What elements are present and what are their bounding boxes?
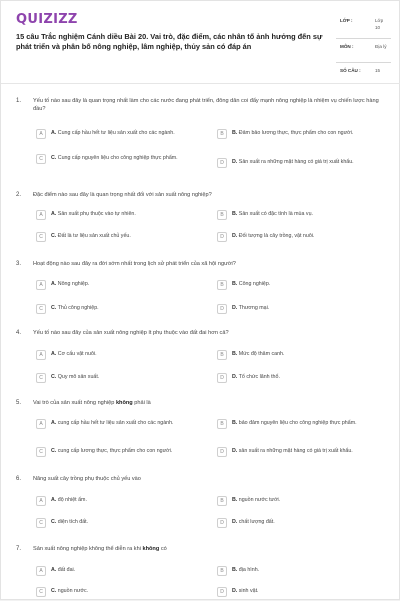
option-text: A. độ nhiệt ẩm. xyxy=(51,497,87,503)
option-text: C. nguồn nước. xyxy=(51,588,89,594)
option-text: C. Thủ công nghiệp. xyxy=(51,305,99,311)
option-letter: B xyxy=(217,129,227,139)
option-a[interactable] xyxy=(36,496,204,510)
option-letter: A xyxy=(36,129,46,139)
option-letter: B xyxy=(217,280,227,290)
option-text: D. sinh vật. xyxy=(232,588,259,594)
meta-class-value: Lớp 10 xyxy=(375,18,384,30)
option-letter: D xyxy=(217,232,227,242)
option-d[interactable] xyxy=(217,373,385,387)
option-text: B. nguồn nước tưới. xyxy=(232,497,281,503)
worksheet-title: 15 câu Trắc nghiệm Cánh diều Bài 20. Vai trò, đặc điểm, các nhân tố ảnh hưởng đến sự phát triển và phân bố nông nghiệp, lâm nghiệp, thủy sản có đáp án xyxy=(16,32,323,51)
option-letter: B xyxy=(217,566,227,576)
option-letter: D xyxy=(217,518,227,528)
option-text: B. Sản xuất có đặc tính là mùa vụ. xyxy=(232,211,313,217)
option-c[interactable] xyxy=(36,587,204,601)
option-letter: D xyxy=(217,304,227,314)
question-number: 3. xyxy=(16,261,22,267)
option-c[interactable] xyxy=(36,154,204,168)
option-d[interactable] xyxy=(217,518,385,532)
meta-divider xyxy=(336,38,391,39)
option-a[interactable] xyxy=(36,350,204,364)
option-letter: C xyxy=(36,447,46,457)
question-text: Yếu tố nào sau đây của sản xuất nông nghiệp ít phụ thuộc vào đất đai hơn cả? xyxy=(33,330,229,336)
option-text: D. Thương mại. xyxy=(232,305,270,311)
option-text: A. Sản xuất phụ thuộc vào tự nhiên. xyxy=(51,211,136,217)
option-letter: C xyxy=(36,587,46,597)
option-a[interactable] xyxy=(36,566,204,580)
option-d[interactable] xyxy=(217,304,385,318)
option-text: B. Công nghiệp. xyxy=(232,281,271,287)
option-letter: B xyxy=(217,419,227,429)
question-text: Vai trò của sản xuất nông nghiệp không phải là xyxy=(33,400,151,406)
option-letter: C xyxy=(36,373,46,383)
option-letter: A xyxy=(36,350,46,360)
option-text: A. cung cấp hầu hết tư liệu sản xuất cho các ngành. xyxy=(51,420,174,426)
option-d[interactable] xyxy=(217,447,385,461)
option-d[interactable] xyxy=(217,587,385,601)
option-text: C. Quy mô sản xuất. xyxy=(51,374,100,380)
option-a[interactable] xyxy=(36,129,204,143)
option-d[interactable] xyxy=(217,158,385,172)
option-text: A. Cơ cấu vật nuôi. xyxy=(51,351,97,357)
option-a[interactable] xyxy=(36,210,204,224)
option-b[interactable] xyxy=(217,566,385,580)
worksheet-header xyxy=(1,1,400,81)
option-letter: D xyxy=(217,587,227,597)
option-c[interactable] xyxy=(36,373,204,387)
option-letter: A xyxy=(36,566,46,576)
option-text: D. Sản xuất ra những mặt hàng có giá trị xuất khẩu. xyxy=(232,159,354,165)
question-text: Sản xuất nông nghiệp không thể diễn ra khi không có xyxy=(33,546,167,552)
option-letter: D xyxy=(217,158,227,168)
question-number: 6. xyxy=(16,476,22,482)
option-a[interactable] xyxy=(36,419,204,433)
question-text: Hoạt động nào sau đây ra đời sớm nhất trong lịch sử phát triển của xã hội người? xyxy=(33,261,236,267)
option-c[interactable] xyxy=(36,518,204,532)
option-letter: C xyxy=(36,518,46,528)
option-letter: C xyxy=(36,154,46,164)
option-letter: A xyxy=(36,280,46,290)
option-letter: C xyxy=(36,304,46,314)
question-number: 4. xyxy=(16,330,22,336)
option-letter: B xyxy=(217,496,227,506)
meta-divider xyxy=(336,62,391,63)
question-text: Đặc điểm nào sau đây là quan trọng nhất đối với sản xuất nông nghiệp? xyxy=(33,192,212,198)
option-c[interactable] xyxy=(36,232,204,246)
option-text: D. Tổ chức lãnh thổ. xyxy=(232,374,280,380)
option-text: A. Cung cấp hầu hết tư liệu sản xuất cho các ngành. xyxy=(51,130,175,136)
option-letter: C xyxy=(36,232,46,242)
option-b[interactable] xyxy=(217,280,385,294)
meta-subject-label: MÔN : xyxy=(340,44,354,49)
question-number: 1. xyxy=(16,98,22,104)
option-text: B. địa hình. xyxy=(232,567,260,573)
meta-count-label: SỐ CÂU : xyxy=(340,68,361,73)
option-d[interactable] xyxy=(217,232,385,246)
option-letter: A xyxy=(36,210,46,220)
option-a[interactable] xyxy=(36,280,204,294)
option-text: B. bảo đảm nguyên liệu cho công nghiệp thực phẩm. xyxy=(232,420,357,426)
option-text: C. Cung cấp nguyên liệu cho công nghiệp thực phẩm. xyxy=(51,155,178,161)
option-letter: D xyxy=(217,373,227,383)
option-b[interactable] xyxy=(217,210,385,224)
option-text: D. chất lượng đất. xyxy=(232,519,275,525)
option-b[interactable] xyxy=(217,496,385,510)
option-text: B. Đảm bảo lương thực, thực phẩm cho con người. xyxy=(232,130,354,136)
option-text: D. sản xuất ra những mặt hàng có giá trị xuất khẩu. xyxy=(232,448,353,454)
option-letter: B xyxy=(217,350,227,360)
question-number: 5. xyxy=(16,400,22,406)
quizizz-logo: QUIZIZZ xyxy=(16,12,78,27)
option-c[interactable] xyxy=(36,304,204,318)
option-b[interactable] xyxy=(217,419,385,433)
option-text: A. Nông nghiệp. xyxy=(51,281,90,287)
option-letter: A xyxy=(36,419,46,429)
question-number: 2. xyxy=(16,192,22,198)
option-text: B. Mức độ thâm canh. xyxy=(232,351,285,357)
option-text: C. diện tích đất. xyxy=(51,519,89,525)
option-letter: B xyxy=(217,210,227,220)
meta-subject-value: Địa lý xyxy=(375,44,387,49)
meta-count-value: 15 xyxy=(375,68,381,73)
option-text: A. đất đai. xyxy=(51,567,76,573)
meta-class-label: LỚP : xyxy=(340,18,353,23)
question-text: Yếu tố nào sau đây là quan trọng nhất làm cho các nước đang phát triển, đông dân coi đẩy mạnh nông nghiệp là nhiệm vụ chiến lược hàng đầu? xyxy=(33,98,379,113)
option-letter: D xyxy=(217,447,227,457)
option-text: D. Đối tượng là cây trồng, vật nuôi. xyxy=(232,233,315,239)
question-text: Năng suất cây trồng phụ thuộc chủ yếu vào xyxy=(33,476,141,482)
option-text: C. cung cấp lương thực, thực phẩm cho con người. xyxy=(51,448,173,454)
option-letter: A xyxy=(36,496,46,506)
question-number: 7. xyxy=(16,546,22,552)
option-b[interactable] xyxy=(217,350,385,364)
option-b[interactable] xyxy=(217,129,385,143)
option-text: C. Đất là tư liệu sản xuất chủ yếu. xyxy=(51,233,131,239)
option-c[interactable] xyxy=(36,447,204,461)
header-divider xyxy=(1,83,400,84)
